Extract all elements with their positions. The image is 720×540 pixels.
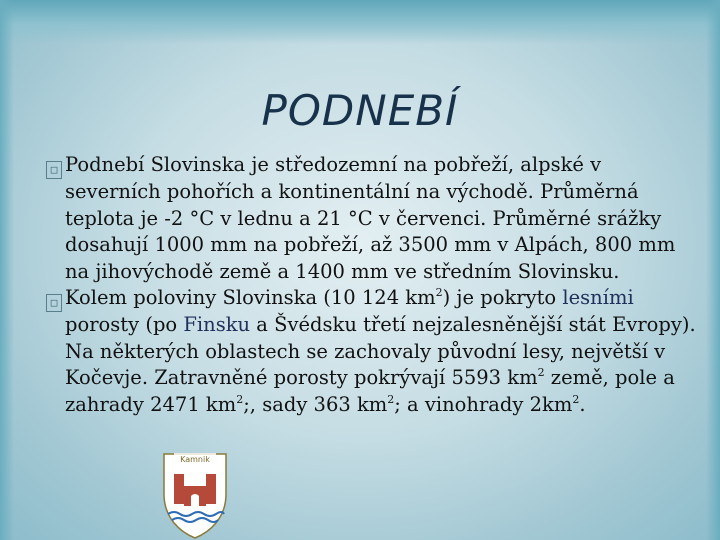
forests-text-i: . <box>579 392 586 416</box>
slide-top-border <box>0 0 720 44</box>
forests-text-g: ; a vinohrady 2 <box>394 392 543 416</box>
bullet-icon: □ <box>46 161 62 179</box>
forests-text-a: Kolem poloviny Slovinska (10 124 km <box>65 286 436 309</box>
superscript: 2 <box>236 392 244 406</box>
climate-text: Podnebí Slovinska je středozemní na pobřeží, alpské v severních pohořích a kontinentální na východě. Průměrná teplota je -2 °C v lednu a 21 °C v červenci. Průměrné srážky dosahují 1000 mm na pobřeží, až 3500 mm v Alpách, 800 mm na jihovýchodě země a 1400 mm ve středním Slovinsku. <box>65 153 676 283</box>
paragraph-climate <box>46 152 696 285</box>
slide-right-border <box>706 0 720 540</box>
superscript: 2 <box>537 366 545 379</box>
tower-left <box>174 474 184 504</box>
link-lesnimi[interactable]: lesními <box>562 286 634 309</box>
forests-text-c: porosty (po <box>65 313 184 336</box>
superscript: 2 <box>387 392 395 406</box>
forests-text-e: země, pole a zahrady 2471 km <box>65 366 675 416</box>
castle-gate <box>191 494 199 506</box>
coat-label: Kamnik <box>180 455 210 464</box>
paragraph-forests <box>46 285 696 418</box>
slide-title: PODNEBÍ <box>261 86 459 135</box>
coat-of-arms-image <box>160 448 230 540</box>
slide-body <box>46 152 696 418</box>
superscript: 2 <box>572 392 580 406</box>
forests-text-d: a Švédsku třetí nejzalesněnější stát Evropy). Na některých oblastech se zachovaly původní lesy, největší v Kočevje. Zatravněné porosty pokrývají 5593 km <box>65 313 696 389</box>
superscript: 2 <box>435 286 443 299</box>
forests-text-f: ;, sady 363 km <box>243 392 388 416</box>
slide-left-border <box>0 0 14 540</box>
bullet-icon: □ <box>46 294 62 312</box>
link-finsku[interactable]: Finsku <box>183 313 251 336</box>
forests-text-h: km <box>542 392 573 416</box>
forests-text-b: ) je pokryto <box>442 286 563 309</box>
tower-right <box>206 474 216 504</box>
